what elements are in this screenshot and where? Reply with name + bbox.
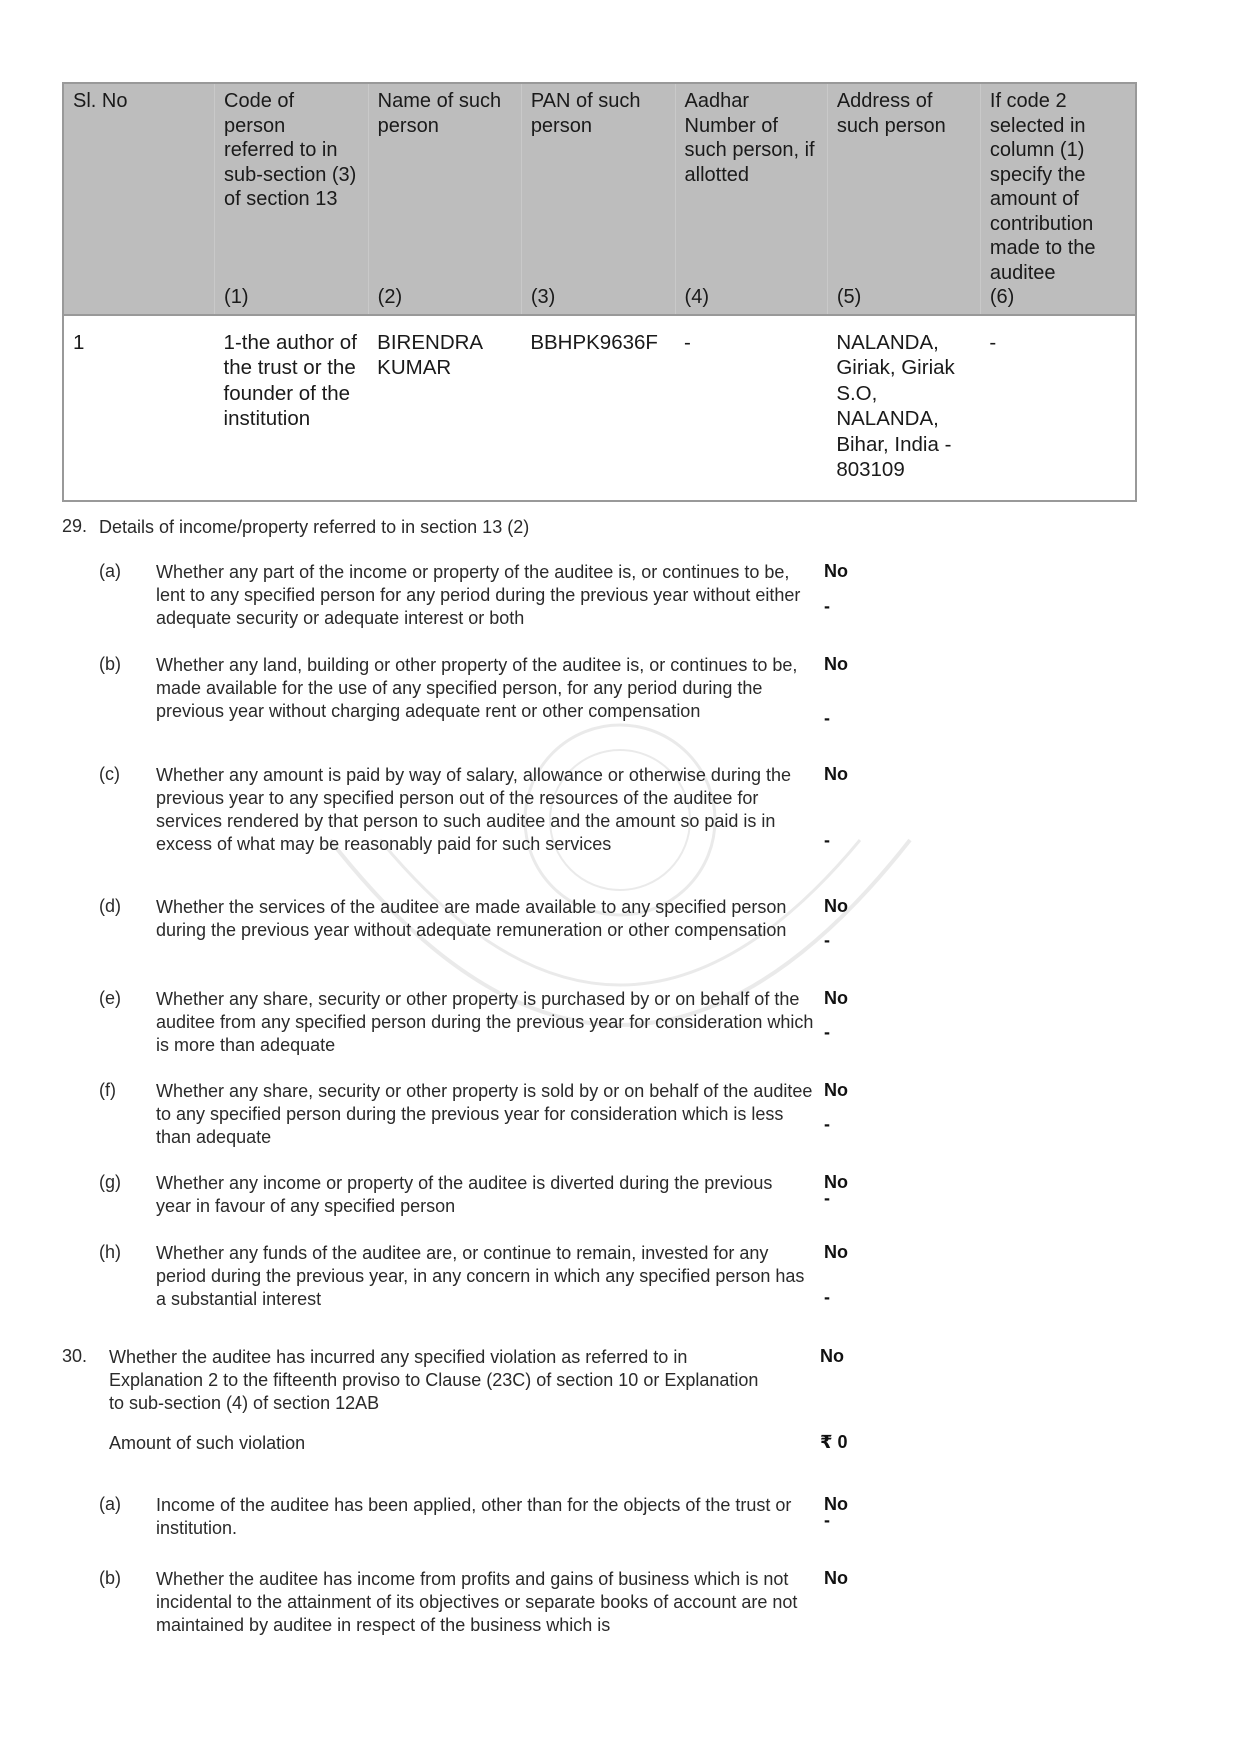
- cell-name: BIRENDRA KUMAR: [368, 315, 521, 501]
- item-29c-text: Whether any amount is paid by way of salary, allowance or otherwise during the previous year to any specified person out of the resources of the auditee for services rendered by that person to such auditee and the amount so paid is in excess of what may be reasonably paid for such services: [156, 765, 791, 854]
- cell-sl-no: 1: [63, 315, 215, 501]
- item-30b-answer: No: [824, 1568, 848, 1588]
- item-29h-detail: -: [824, 1287, 830, 1307]
- section-30-text: Whether the auditee has incurred any specified violation as referred to in Explanation 2 to the fifteenth proviso to Clause (23C) of section 10 or Explanation to sub-section (4) of section 12AB: [109, 1347, 759, 1413]
- item-29a-letter: (a): [99, 561, 121, 581]
- item-29g-letter: (g): [99, 1172, 121, 1192]
- item-29e-letter: (e): [99, 988, 121, 1008]
- item-29a-detail: -: [824, 596, 830, 616]
- item-29a-text: Whether any part of the income or property of the auditee is, or continues to be, lent to any specified person for any period during the previous year without either adequate security or adequate interest or both: [156, 562, 801, 628]
- cell-address: NALANDA, Giriak, Giriak S.O, NALANDA, Bihar, India - 803109: [827, 315, 980, 501]
- item-29h-answer: No: [824, 1242, 848, 1262]
- item-30a-detail: -: [824, 1510, 830, 1530]
- item-29g-detail: -: [824, 1188, 830, 1208]
- item-29b-text: Whether any land, building or other property of the auditee is, or continues to be, made available for the use of any specified person, for any period during the previous year without charging adequate rent or other compensation: [156, 655, 798, 721]
- item-29b-letter: (b): [99, 654, 121, 674]
- item-30a-text: Income of the auditee has been applied, other than for the objects of the trust or institution.: [156, 1495, 792, 1538]
- section-29-title: Details of income/property referred to in section 13 (2): [99, 517, 530, 537]
- header-sl-no: Sl. No: [63, 83, 215, 315]
- item-29h-text: Whether any funds of the auditee are, or continue to remain, invested for any period during the previous year, in any concern in which any specified person has a substantial interest: [156, 1243, 805, 1309]
- item-29f-detail: -: [824, 1114, 830, 1134]
- cell-contribution: -: [980, 315, 1136, 501]
- item-29e-answer: No: [824, 988, 848, 1008]
- table-header-row: [63, 83, 1136, 315]
- item-29h-letter: (h): [99, 1242, 121, 1262]
- section-29-number: 29.: [62, 516, 88, 536]
- violation-amount-label: Amount of such violation: [109, 1433, 306, 1453]
- header-aadhar: Aadhar Number of such person, if allotted (4): [675, 83, 827, 315]
- item-29f-letter: (f): [99, 1080, 116, 1100]
- cell-pan: BBHPK9636F: [521, 315, 675, 501]
- violation-amount-value: ₹ 0: [820, 1432, 848, 1452]
- item-29c-detail: -: [824, 830, 830, 850]
- item-29d-answer: No: [824, 896, 848, 916]
- item-29c-answer: No: [824, 764, 848, 784]
- item-30a-letter: (a): [99, 1494, 121, 1514]
- section-30-answer: No: [820, 1346, 844, 1366]
- item-29g-answer: No: [824, 1172, 848, 1192]
- item-29c-letter: (c): [99, 764, 120, 784]
- item-29b-answer: No: [824, 654, 848, 674]
- item-30b-letter: (b): [99, 1568, 121, 1588]
- header-name: Name of such person (2): [368, 83, 521, 315]
- specified-persons-table: [62, 82, 1137, 502]
- item-30b-text: Whether the auditee has income from profits and gains of business which is not incidental to the attainment of its objectives or separate books of account are not maintained by auditee in respect of the business which is: [156, 1569, 798, 1635]
- item-30a-answer: No: [824, 1494, 848, 1514]
- cell-code: 1-the author of the trust or the founder of the institution: [215, 315, 369, 501]
- item-29f-text: Whether any share, security or other property is sold by or on behalf of the auditee to any specified person during the previous year for consideration which is less than adequate: [156, 1081, 813, 1147]
- item-29d-letter: (d): [99, 896, 121, 916]
- item-29f-answer: No: [824, 1080, 848, 1100]
- cell-aadhar: -: [675, 315, 827, 501]
- item-29a-answer: No: [824, 561, 848, 581]
- header-pan: PAN of such person (3): [521, 83, 675, 315]
- item-29d-text: Whether the services of the auditee are made available to any specified person during the previous year without adequate remuneration or other compensation: [156, 897, 787, 940]
- header-contribution: If code 2 selected in column (1) specify the amount of contribution made to the auditee (6): [980, 83, 1136, 315]
- item-29e-text: Whether any share, security or other property is purchased by or on behalf of the auditee from any specified person during the previous year for consideration which is more than adequate: [156, 989, 814, 1055]
- header-address: Address of such person (5): [827, 83, 980, 315]
- section-30-number: 30.: [62, 1346, 88, 1366]
- item-29e-detail: -: [824, 1022, 830, 1042]
- header-code: Code of person referred to in sub-section (3) of section 13 (1): [215, 83, 369, 315]
- item-29d-detail: -: [824, 930, 830, 950]
- table-row: [63, 315, 1136, 501]
- item-29g-text: Whether any income or property of the auditee is diverted during the previous year in favour of any specified person: [156, 1173, 773, 1216]
- item-29b-detail: -: [824, 708, 830, 728]
